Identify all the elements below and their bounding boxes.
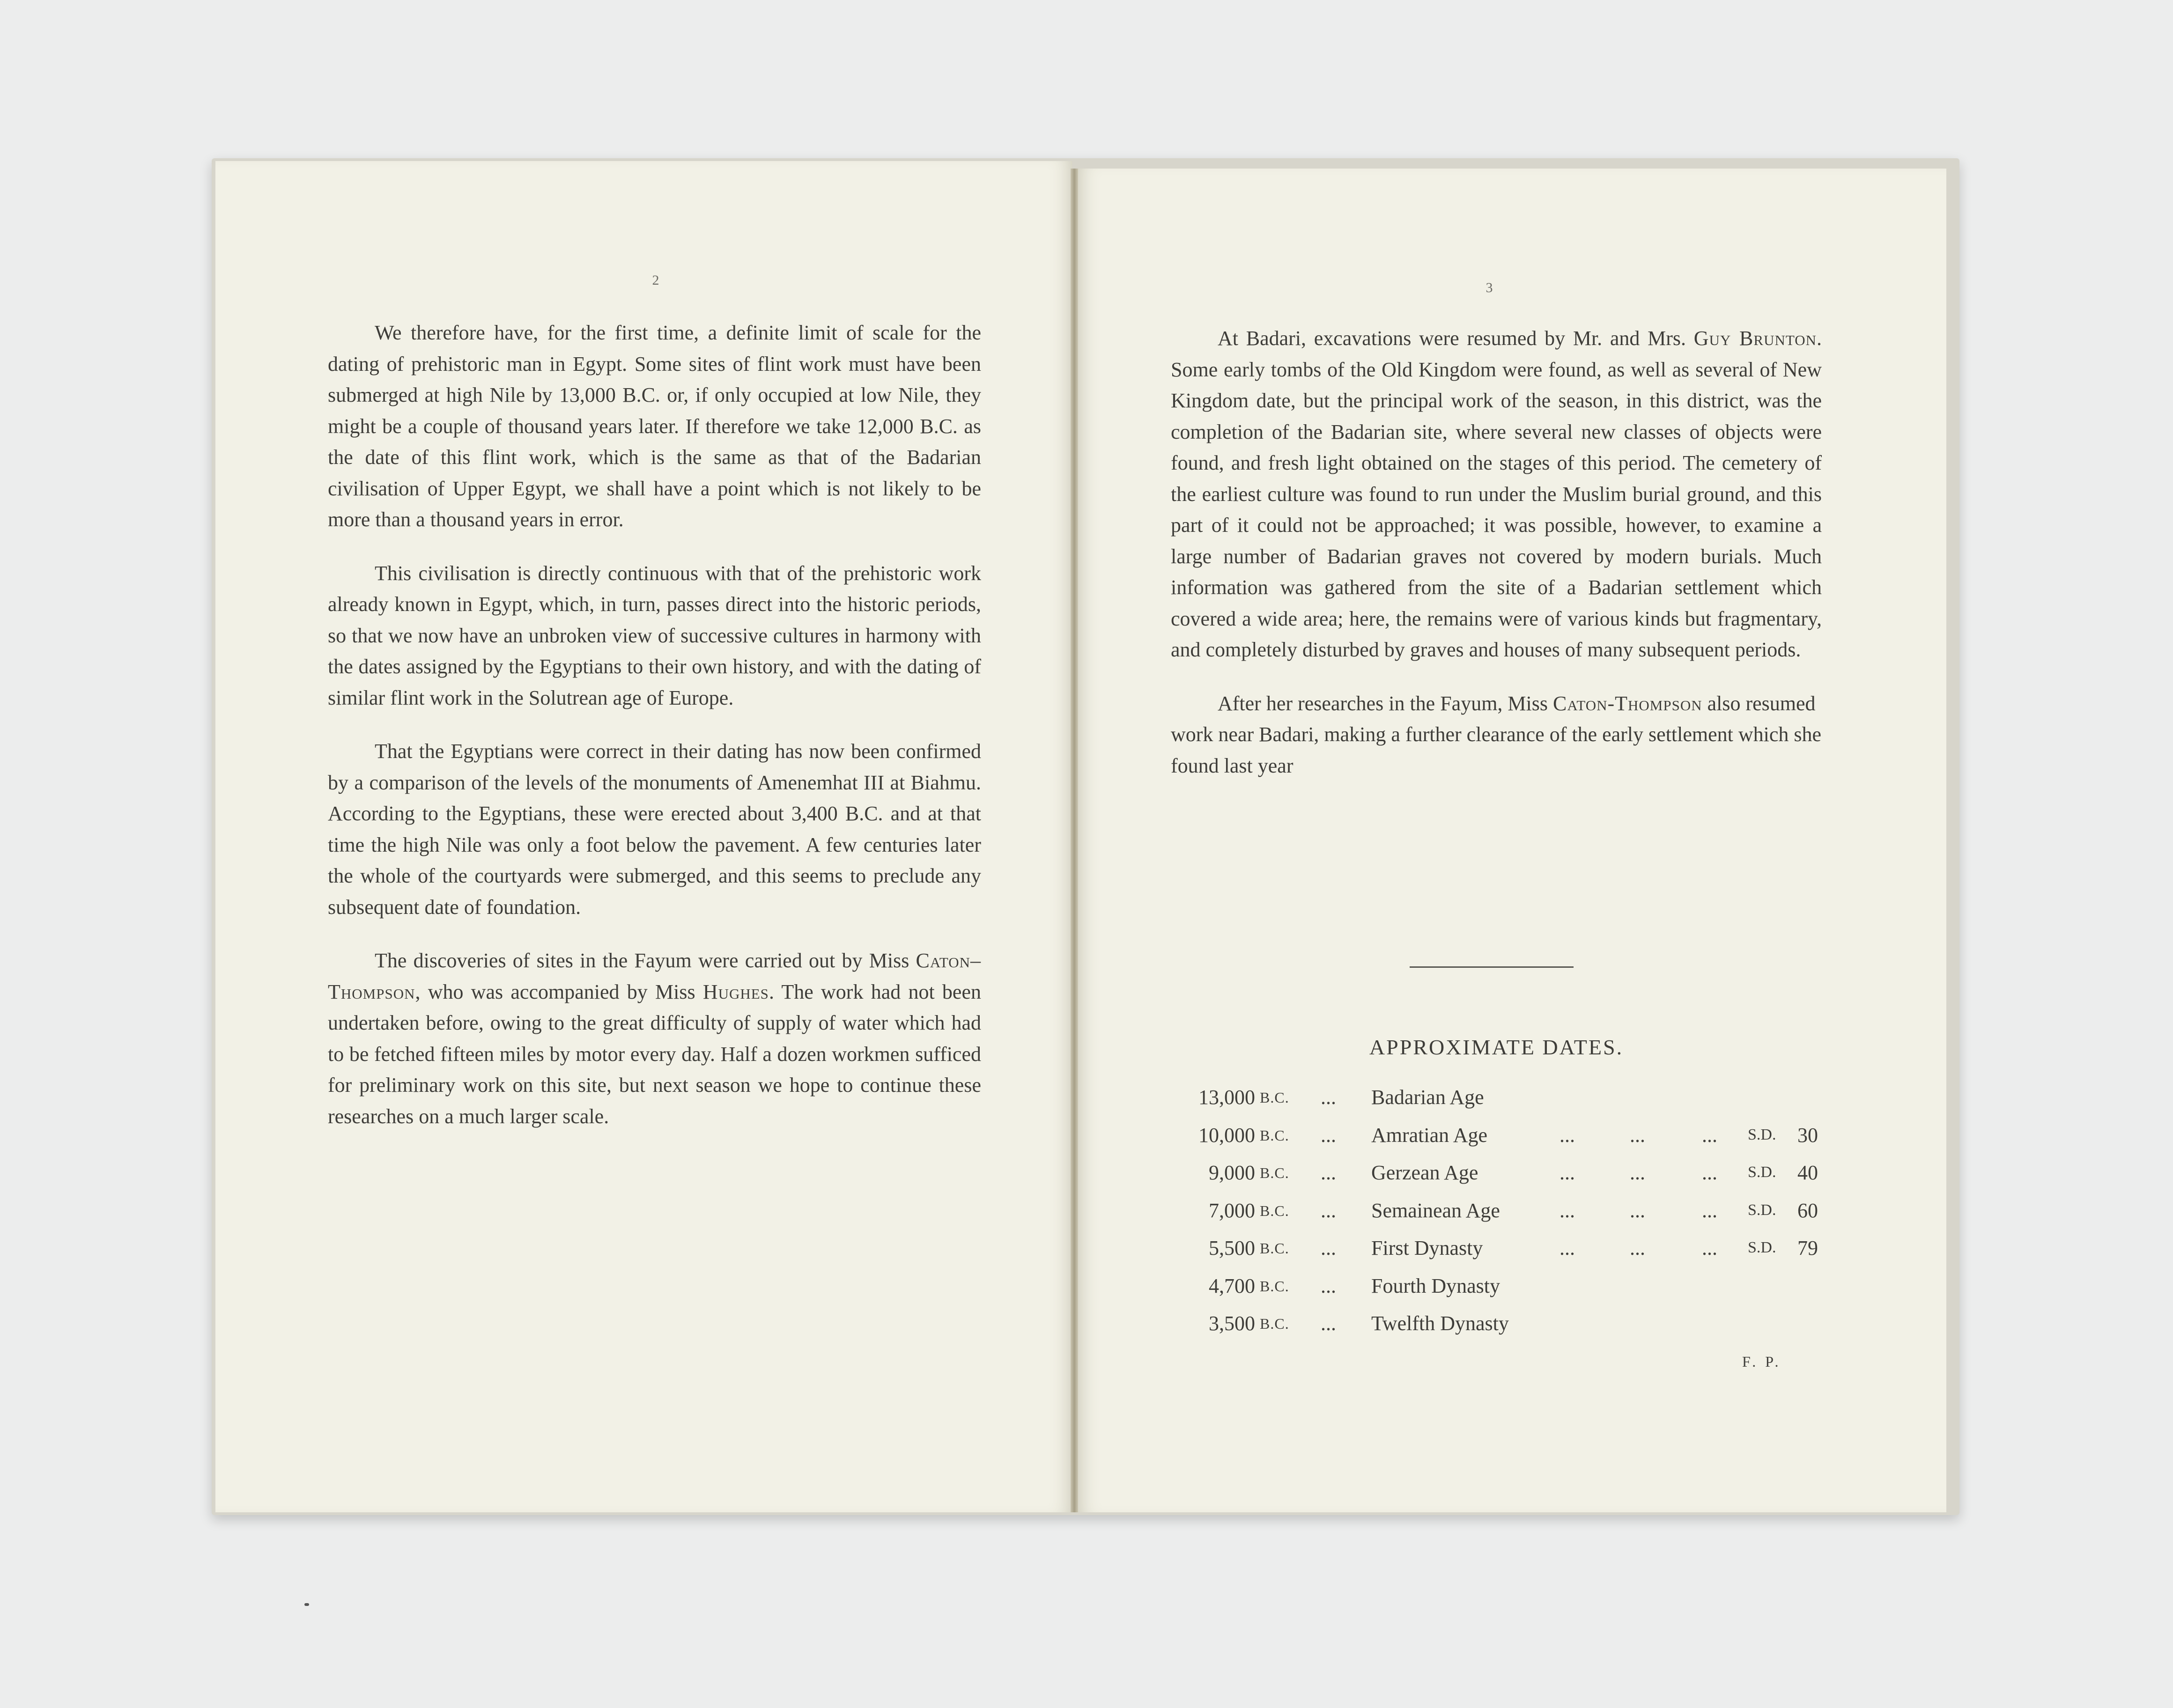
text-run: , who was accompanied by Miss xyxy=(415,980,703,1003)
date-era: B.C. xyxy=(1260,1277,1289,1295)
date-age: Badarian Age xyxy=(1371,1086,1484,1109)
text-run: After her researches in the Fayum, Miss xyxy=(1218,692,1553,715)
dates-row xyxy=(1171,1274,1826,1312)
person-name: Guy Brunton xyxy=(1693,327,1817,350)
leader-dots: ... xyxy=(1321,1123,1336,1147)
date-age: First Dynasty xyxy=(1371,1237,1483,1259)
leader-dots: ... xyxy=(1630,1199,1645,1222)
leader-dots: ... xyxy=(1702,1161,1717,1184)
paragraph: That the Egyptians were correct in their dating has now been confirmed by a comparison of the levels of the monuments of Amenemhat III at Biahmu. According to the Egyptians, these were erected about 3,400 B.C. and at that time the high Nile was only a foot below the pavement. A few centuries later the whole of the courtyards were submerged, and this seems to preclude any subsequent date of foundation. xyxy=(328,740,981,919)
sequence-date-value: 60 xyxy=(1797,1199,1818,1222)
date-age: Semainean Age xyxy=(1371,1199,1500,1222)
text-run: . The work had not been undertaken before, owing to the great difficulty of supply of water which had to be fetched fifteen miles by motor every day. Half a dozen workmen sufficed for preliminary work on this site, but next season we hope to continue these researches on a much larger scale. xyxy=(328,980,981,1128)
person-name: Caton–Thompson xyxy=(328,949,981,1003)
sequence-date-value: 30 xyxy=(1797,1123,1818,1147)
leader-dots: ... xyxy=(1630,1161,1645,1184)
date-era: B.C. xyxy=(1260,1315,1289,1332)
paragraph: This civilisation is directly continuous with that of the prehistoric work already known in Egypt, which, in turn, passes direct into the historic periods, so that we now have an unbroken view of successive cultures in harmony with the dates assigned by the Egyptians to their own history, and with the dating of similar flint work in the Solutrean age of Europe. xyxy=(328,561,981,709)
leader-dots: ... xyxy=(1702,1123,1717,1147)
author-initials: F. P. xyxy=(1742,1353,1781,1370)
leader-dots: ... xyxy=(1702,1199,1717,1222)
left-page-text xyxy=(328,317,981,1155)
date-year: 3,500 xyxy=(1209,1312,1255,1335)
leader-dots: ... xyxy=(1321,1312,1336,1335)
right-page-text xyxy=(1171,323,1822,804)
left-page-number: 2 xyxy=(652,272,659,288)
dates-row xyxy=(1171,1123,1826,1161)
date-year: 9,000 xyxy=(1209,1161,1255,1184)
date-year: 7,000 xyxy=(1209,1199,1255,1222)
dates-heading: APPROXIMATE DATES. xyxy=(1369,1035,1624,1059)
leader-dots: ... xyxy=(1560,1123,1575,1147)
leader-dots: ... xyxy=(1321,1086,1336,1109)
booklet-spine xyxy=(1071,169,1078,1512)
text-run: also resumed work near Badari, making a further clearance of the early settlement which she found last year xyxy=(1171,692,1822,777)
paragraph-fayum xyxy=(328,945,981,1132)
leader-dots: ... xyxy=(1630,1123,1645,1147)
dates-row xyxy=(1171,1236,1826,1274)
leader-dots: ... xyxy=(1321,1199,1336,1222)
leader-dots: ... xyxy=(1560,1199,1575,1222)
date-era: B.C. xyxy=(1260,1126,1289,1144)
sequence-date-value: 40 xyxy=(1797,1161,1818,1184)
sequence-date-label: S.D. xyxy=(1748,1163,1776,1181)
sequence-date-label: S.D. xyxy=(1748,1201,1776,1219)
leader-dots: ... xyxy=(1630,1237,1645,1259)
paragraph-caton-thompson xyxy=(1171,688,1822,782)
right-page-number: 3 xyxy=(1486,280,1493,295)
leader-dots: ... xyxy=(1702,1237,1717,1259)
date-era: B.C. xyxy=(1260,1202,1289,1219)
section-divider xyxy=(1410,966,1574,968)
dates-table xyxy=(1171,1085,1826,1349)
date-era: B.C. xyxy=(1260,1089,1289,1106)
date-year: 10,000 xyxy=(1198,1123,1255,1147)
dates-row xyxy=(1171,1199,1826,1237)
date-year: 13,000 xyxy=(1198,1086,1255,1109)
leader-dots: ... xyxy=(1321,1161,1336,1184)
sequence-date-label: S.D. xyxy=(1748,1126,1776,1143)
person-name: Caton-Thompson xyxy=(1553,692,1702,715)
leader-dots: ... xyxy=(1321,1237,1336,1259)
date-year: 4,700 xyxy=(1209,1274,1255,1297)
date-year: 5,500 xyxy=(1209,1237,1255,1259)
dates-row xyxy=(1171,1085,1826,1123)
table-speck xyxy=(304,1603,309,1606)
text-run: The discoveries of sites in the Fayum were carried out by Miss xyxy=(375,949,916,972)
paragraph: We therefore have, for the first time, a definite limit of scale for the dating of prehistoric man in Egypt. Some sites of flint work must have been submerged at high Nile by 13,000 B.C. or, if only occupied at low Nile, they might be a couple of thousand years later. If therefore we take 12,000 B.C. as the date of this flint work, which is the same as that of the Badarian civilisation of Upper Egypt, we shall have a point which is not likely to be more than a thousand years in error. xyxy=(328,321,981,531)
date-age: Gerzean Age xyxy=(1371,1161,1478,1184)
date-age: Twelfth Dynasty xyxy=(1371,1312,1509,1335)
sequence-date-label: S.D. xyxy=(1748,1239,1776,1256)
leader-dots: ... xyxy=(1321,1274,1336,1297)
dates-row xyxy=(1171,1311,1826,1349)
date-era: B.C. xyxy=(1260,1240,1289,1257)
date-age: Fourth Dynasty xyxy=(1371,1274,1500,1297)
text-run: At Badari, excavations were resumed by Mr. and Mrs. xyxy=(1218,327,1694,350)
date-age: Amratian Age xyxy=(1371,1123,1488,1147)
paragraph-badari xyxy=(1171,323,1822,666)
person-name: Hughes xyxy=(702,980,769,1003)
date-era: B.C. xyxy=(1260,1164,1289,1181)
sequence-date-value: 79 xyxy=(1797,1237,1818,1259)
leader-dots: ... xyxy=(1560,1237,1575,1259)
dates-row xyxy=(1171,1161,1826,1199)
text-run: . Some early tombs of the Old Kingdom were found, as well as several of New Kingdom date, but the principal work of the season, in this district, was the completion of the Badarian site, where several new classes of objects were found, and fresh light obtained on the stages of this period. The cemetery of the earliest culture was found to run under the Muslim burial ground, and this part of it could not be approached; it was possible, however, to examine a large number of Badarian graves not covered by modern burials. Much information was gathered from the site of a Badarian settlement which covered a wide area; here, the remains were of various kinds but fragmentary, and completely disturbed by graves and houses of many subsequent periods. xyxy=(1171,327,1822,661)
leader-dots: ... xyxy=(1560,1161,1575,1184)
